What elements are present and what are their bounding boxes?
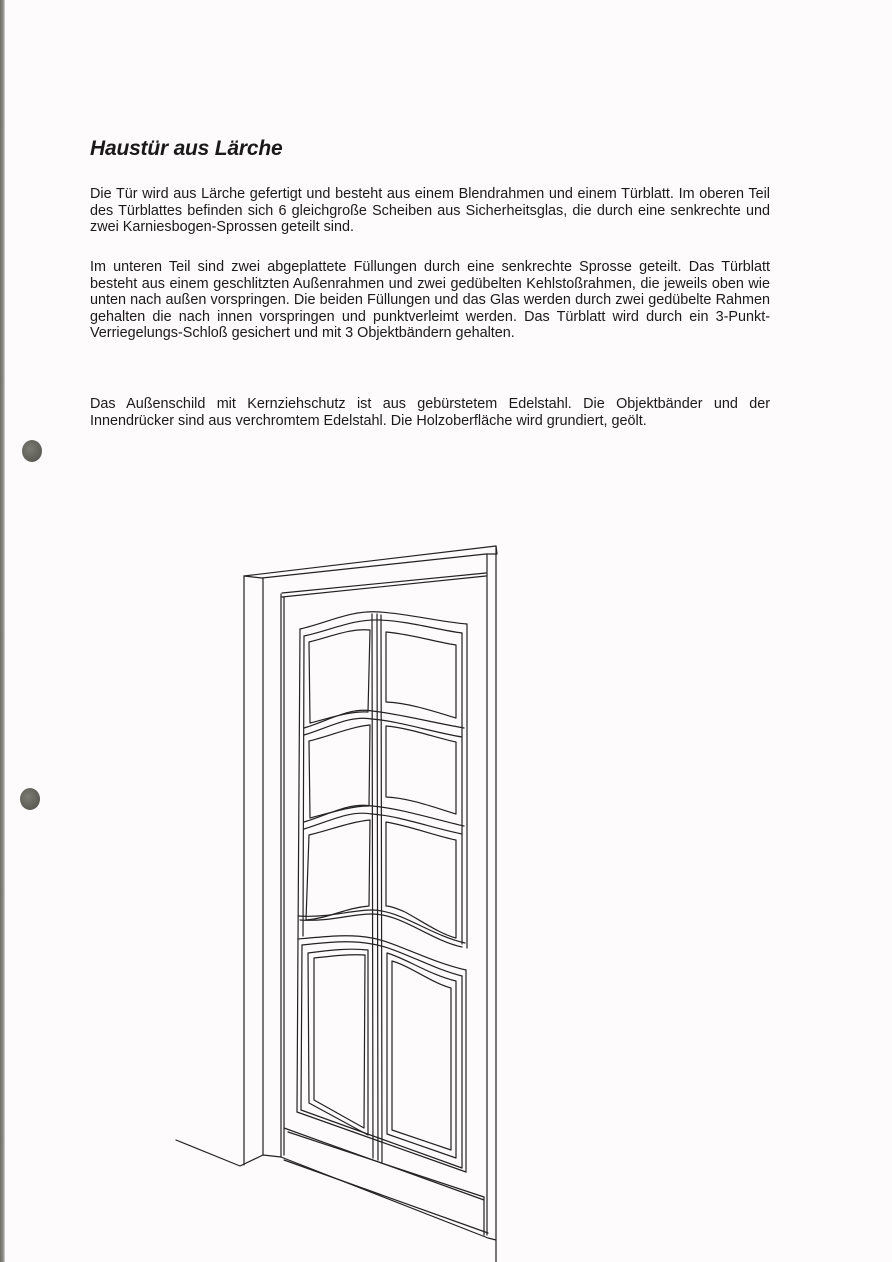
lower-panel-left	[308, 949, 368, 1135]
glass-section-frame	[298, 612, 467, 948]
threshold-line2	[284, 1160, 488, 1233]
threshold-line	[281, 1157, 496, 1240]
paragraph-construction: Die Tür wird aus Lärche gefertigt und besteht aus einem Blendrahmen und einem Türblatt. Im oberen Teil des Türblattes befinden sich 6 gleichgroße Scheiben aus Sicherheitsglas, die durch eine senkrechte und zwei Karniesbogen-Sprossen geteilt sind.	[90, 186, 770, 236]
frame-head-lower2	[282, 576, 486, 597]
karnies-muntin-1	[304, 710, 464, 737]
paragraph-lower-part: Im unteren Teil sind zwei abgeplattete Füllungen durch eine senkrechte Sprosse geteilt. Das Türblatt besteht aus einem geschlitzten Außenrahmen und zwei gedübelten Kehlstoßrahmen, die jeweils oben wie unten nach außen vorspringen. Die beiden Füllungen und das Glas werden durch zwei gedübelte Rahmen gehalten die nach innen vorspringen und punktverleimt werden. Das Türblatt wird durch ein 3-Punkt-Verriegelungs-Schloß gesichert und mit 3 Objektbändern gehalten.	[90, 259, 770, 342]
door-bottom-rail	[284, 1128, 484, 1235]
glass-pane-left-2	[309, 725, 370, 818]
glass-pane-left-3	[306, 820, 370, 920]
center-muntin	[372, 614, 382, 1162]
frame-head-front	[244, 554, 496, 578]
door-frame	[176, 546, 497, 1262]
lower-panel-right	[387, 953, 456, 1158]
frame-head-top	[244, 546, 497, 576]
glass-pane-right-3	[386, 822, 456, 938]
floor-line	[176, 1140, 281, 1166]
glass-pane-right-2	[386, 726, 456, 814]
document-title: Haustür aus Lärche	[90, 137, 283, 160]
frame-head-lower	[282, 573, 486, 593]
glass-pane-right-1	[386, 632, 456, 718]
glass-pane-left-1	[309, 630, 370, 723]
paragraph-hardware: Das Außenschild mit Kernziehschutz ist aus gebürstetem Edelstahl. Die Objektbänder und der Innendrücker sind aus verchromtem Edelstahl. Die Holzoberfläche wird grundiert, geölt.	[90, 396, 770, 429]
